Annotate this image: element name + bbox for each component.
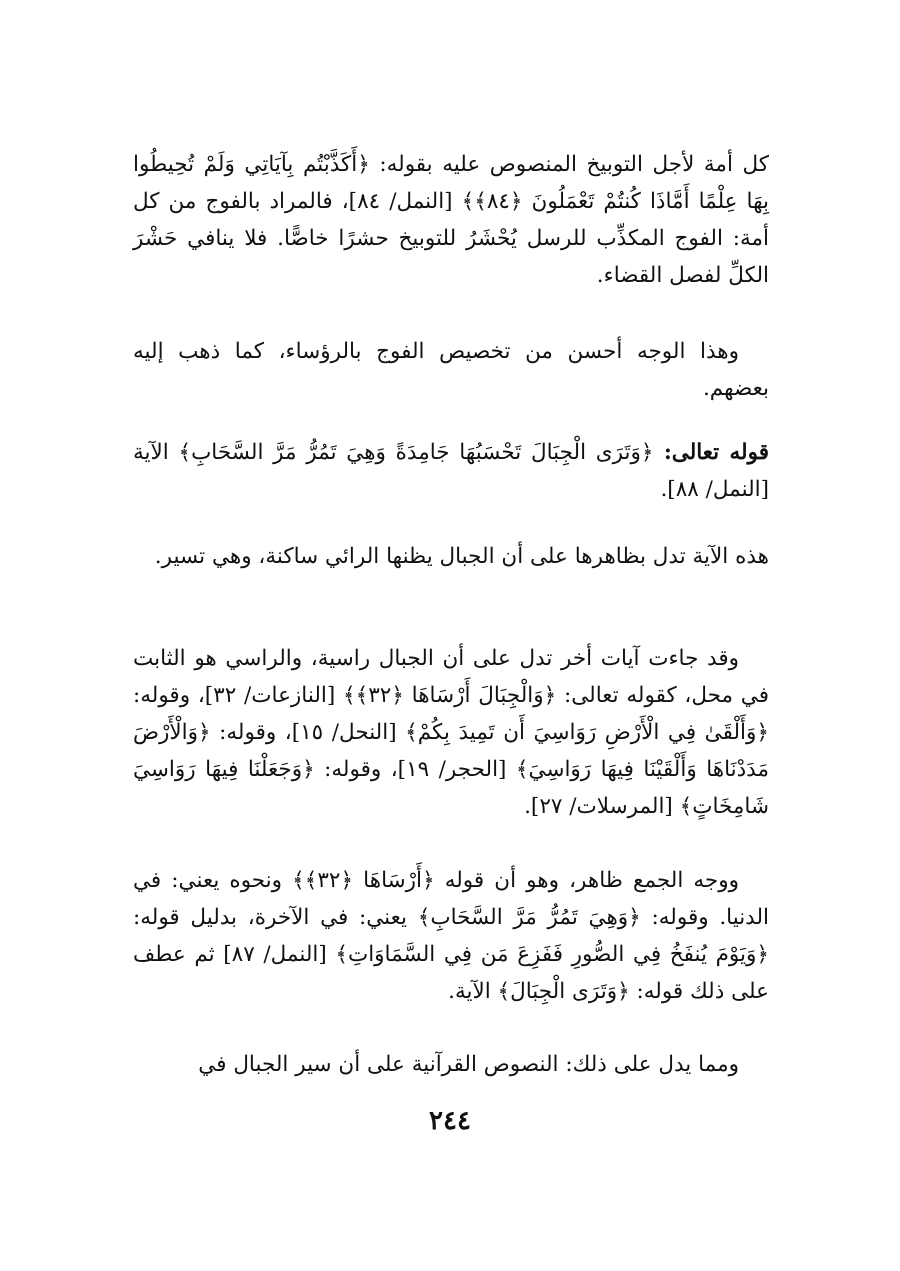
paragraph-4 — [133, 538, 769, 575]
paragraph-2-text: وهذا الوجه أحسن من تخصيص الفوج بالرؤساء، كما ذهب إليه بعضهم. — [133, 339, 769, 401]
paragraph-7-text: ومما يدل على ذلك: النصوص القرآنية على أن سير الجبال في — [198, 1052, 739, 1077]
verse-heading-label: قوله تعالى: — [653, 440, 769, 465]
paragraph-5-text: وقد جاءت آيات أخر تدل على أن الجبال راسية، والراسي هو الثابت في محل، كقوله تعالى: ﴿وَالْجِبَالَ أَرْسَاهَا ﴿٣٢﴾﴾ [النازعات/ ٣٢]، وقوله: ﴿وَأَلْقَىٰ فِي الْأَرْضِ رَوَاسِيَ أَن تَمِيدَ بِكُمْ﴾ [النحل/ ١٥]، وقوله: ﴿وَالْأَرْضَ مَدَدْنَاهَا وَأَلْقَيْنَا فِيهَا رَوَاسِيَ﴾ [الحجر/ ١٩]، وقوله: ﴿وَجَعَلْنَا فِيهَا رَوَاسِيَ شَامِخَاتٍ﴾ [المرسلات/ ٢٧]. — [133, 646, 770, 819]
paragraph-7 — [133, 1046, 769, 1083]
paragraph-3 — [133, 434, 769, 508]
paragraph-6-text: ووجه الجمع ظاهر، وهو أن قوله ﴿أَرْسَاهَا ﴿٣٢﴾﴾ ونحوه يعني: في الدنيا. وقوله: ﴿وَهِيَ تَمُرُّ مَرَّ السَّحَابِ﴾ يعني: في الآخرة، بدليل قوله: ﴿وَيَوْمَ يُنفَخُ فِي الصُّورِ فَفَزِعَ مَن فِي السَّمَاوَاتِ﴾ [النمل/ ٨٧] ثم عطف على ذلك قوله: ﴿وَتَرَى الْجِبَالَ﴾ الآية. — [133, 868, 769, 1004]
paragraph-4-text: هذه الآية تدل بظاهرها على أن الجبال يظنها الرائي ساكنة، وهي تسير. — [154, 544, 769, 569]
paragraph-1-text: كل أمة لأجل التوبيخ المنصوص عليه بقوله: ﴿أَكَذَّبْتُم بِآيَاتِي وَلَمْ تُحِيطُوا بِهَا عِلْمًا أَمَّاذَا كُنتُمْ تَعْمَلُونَ ﴿٨٤﴾﴾ [النمل/ ٨٤]، فالمراد بالفوج من كل أمة: الفوج المكذِّب للرسل يُحْشَرُ للتوبيخ حشرًا خاصًّا. فلا ينافي حَشْرَ الكلِّ لفصل القضاء. — [133, 152, 769, 288]
paragraph-6 — [133, 862, 769, 1010]
paragraph-5 — [133, 640, 769, 825]
page-number: ٢٤٤ — [429, 1106, 471, 1136]
paragraph-2 — [133, 333, 769, 407]
paragraph-1 — [133, 146, 769, 294]
paragraph-3-text: ﴿وَتَرَى الْجِبَالَ تَحْسَبُهَا جَامِدَةً وَهِيَ تَمُرُّ مَرَّ السَّحَابِ﴾ الآية [النمل/ ٨٨]. — [133, 440, 769, 502]
